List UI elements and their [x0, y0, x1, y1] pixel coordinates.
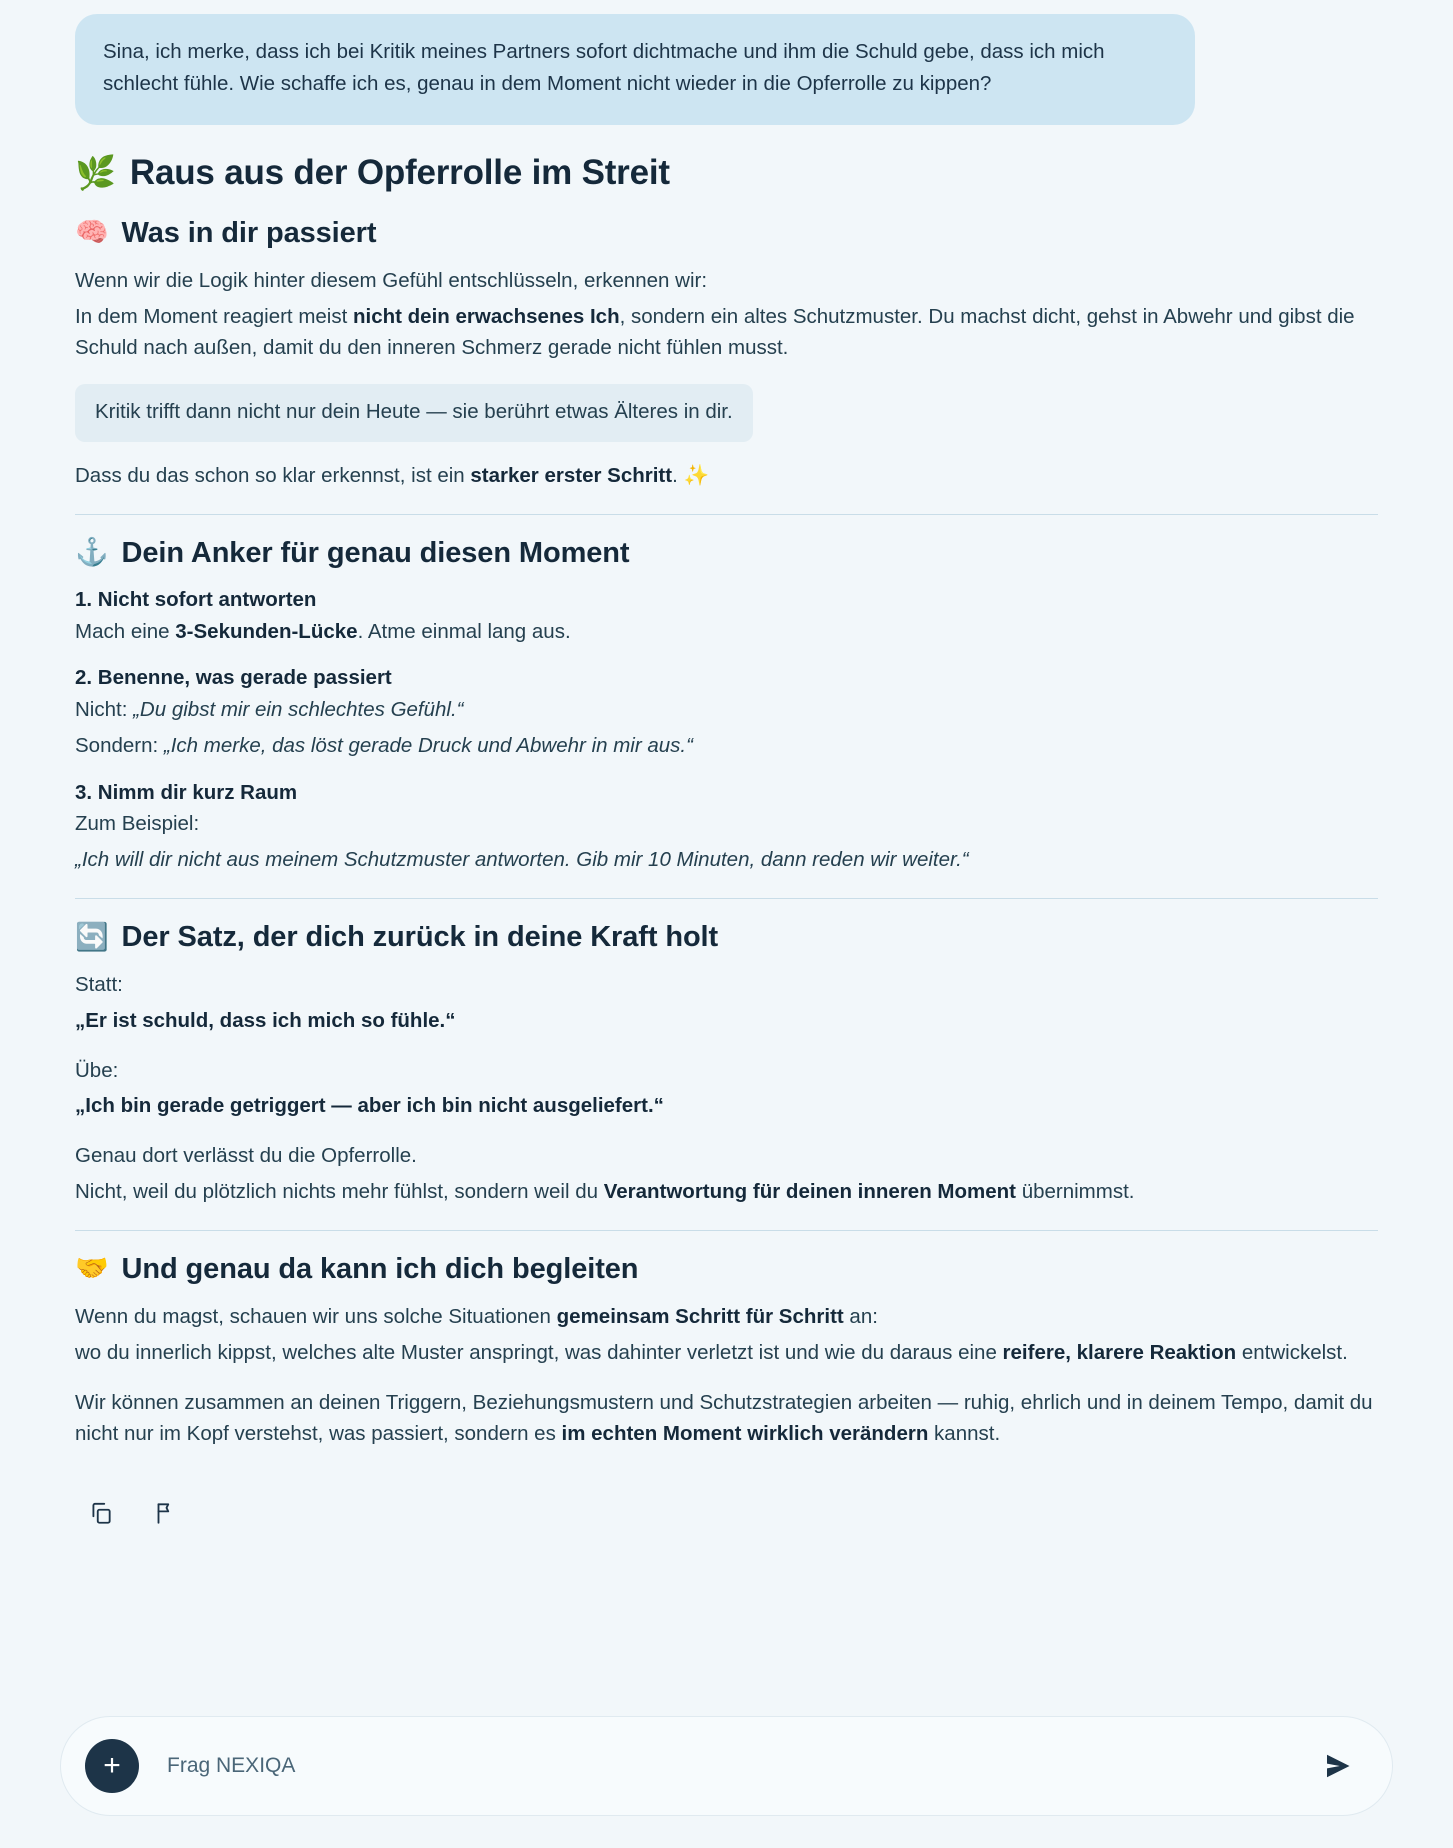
step-2-instead-quote: „Ich merke, das löst gerade Druck und Abwehr in mir aus.“: [163, 733, 693, 757]
handshake-icon: 🤝: [75, 1253, 109, 1284]
step-2-instead-label: Sondern:: [75, 733, 164, 757]
composer-bar: [0, 1716, 1453, 1848]
divider-3: [75, 1230, 1378, 1231]
sentence-instead-of-label: Statt:: [75, 973, 123, 997]
brain-icon: 🧠: [75, 217, 109, 248]
companion-p2: [75, 1337, 1378, 1369]
section-heading-text: Dein Anker für genau diesen Moment: [121, 536, 630, 569]
message-actions: [0, 1454, 1453, 1528]
section-heading-text: Und genau da kann ich dich begleiten: [121, 1252, 639, 1285]
companion-p3-a: Wir können zusammen an deinen Triggern, Beziehungsmustern und Schutzstrategien arbeiten — ruhig, ehrlich und in deinem Tempo, damit du nicht nur im Kopf verstehst, was passiert, sondern es: [75, 1390, 1373, 1446]
flag-icon[interactable]: [150, 1498, 180, 1528]
sentence-practice-quote-text: „Ich bin gerade getriggert — aber ich bin nicht ausgeliefert.“: [75, 1094, 664, 1118]
companion-p1-bold: gemeinsam Schritt für Schritt: [556, 1304, 844, 1328]
user-message-row: [0, 0, 1453, 125]
section-heading-was-in-dir-passiert: [75, 215, 1378, 251]
companion-p2-bold: reifere, klarere Reaktion: [1002, 1340, 1237, 1364]
add-attachment-button[interactable]: +: [85, 1739, 139, 1793]
answer-title: [75, 151, 1378, 195]
message-input[interactable]: [159, 1754, 1296, 1778]
send-icon[interactable]: [1316, 1743, 1362, 1789]
herb-icon: 🌿: [75, 154, 116, 192]
step-3-example-quote: „Ich will dir nicht aus meinem Schutzmuster antworten. Gib mir 10 Minuten, dann reden wir weiter.“: [75, 848, 969, 872]
step-1-body: [75, 616, 1378, 648]
brain-line-2: [75, 301, 1378, 365]
step-2-title: 2. Benenne, was gerade passiert: [75, 666, 392, 690]
divider-1: [75, 514, 1378, 515]
user-message-bubble: Sina, ich merke, dass ich bei Kritik meines Partners sofort dichtmache und ihm die Schuld gebe, dass ich mich schlecht fühle. Wie schaffe ich es, genau in dem Moment nicht wieder in die Opferrolle zu kippen?: [75, 14, 1195, 125]
step-2-not: [75, 694, 1378, 726]
step-1-body-c: . Atme einmal lang aus.: [357, 619, 571, 643]
companion-p1-c: an:: [843, 1304, 878, 1328]
sentence-outro-2: [75, 1176, 1378, 1208]
brain-line-2-a: In dem Moment reagiert meist: [75, 304, 353, 328]
step-1-title: 1. Nicht sofort antworten: [75, 587, 317, 611]
sentence-practice-quote: [75, 1090, 1378, 1122]
composer: [60, 1716, 1393, 1816]
companion-p3-c: kannst.: [928, 1422, 1001, 1446]
sentence-outro-2-bold: Verantwortung für deinen inneren Moment: [603, 1179, 1016, 1203]
repeat-icon: 🔄: [75, 921, 109, 952]
companion-p3-bold: im echten Moment wirklich verändern: [561, 1422, 929, 1446]
sentence-instead-of-quote: [75, 1005, 1378, 1037]
brain-closing-bold: starker erster Schritt: [470, 463, 673, 487]
copy-icon[interactable]: [86, 1498, 116, 1528]
brain-closing: [75, 460, 1378, 492]
companion-p1-a: Wenn du magst, schauen wir uns solche Situationen: [75, 1304, 557, 1328]
assistant-answer: [0, 125, 1453, 1450]
brain-line-2-c: , sondern ein altes Schutzmuster. Du machst dicht, gehst in Abwehr und gibst die Schuld nach außen, damit du den inneren Schmerz gerade nicht fühlen musst.: [75, 304, 1355, 360]
section-heading-dein-anker: [75, 535, 1378, 571]
companion-p1: [75, 1301, 1378, 1333]
anchor-icon: ⚓: [75, 537, 109, 568]
divider-2: [75, 898, 1378, 899]
companion-p2-a: wo du innerlich kippst, welches alte Muster anspringt, was dahinter verletzt ist und wie du daraus eine: [75, 1340, 1003, 1364]
brain-quote-box: Kritik trifft dann nicht nur dein Heute — sie berührt etwas Älteres in dir.: [75, 384, 753, 442]
step-3-title: 3. Nimm dir kurz Raum: [75, 780, 298, 804]
sentence-outro-1: Genau dort verlässt du die Opferrolle.: [75, 1144, 417, 1168]
sentence-outro-2-c: übernimmst.: [1016, 1179, 1135, 1203]
sentence-outro-2-a: Nicht, weil du plötzlich nichts mehr fühlst, sondern weil du: [75, 1179, 604, 1203]
brain-closing-c: . ✨: [672, 463, 709, 487]
brain-line-2-bold: nicht dein erwachsenes Ich: [353, 304, 620, 328]
step-3-example-label: Zum Beispiel:: [75, 812, 200, 836]
step-2-instead: [75, 730, 1378, 762]
step-1-body-bold: 3-Sekunden-Lücke: [175, 619, 358, 643]
step-2-not-label: Nicht:: [75, 698, 134, 722]
section-heading-text: Der Satz, der dich zurück in deine Kraft holt: [121, 920, 719, 953]
sentence-practice-label: Übe:: [75, 1058, 119, 1082]
step-1-body-a: Mach eine: [75, 619, 176, 643]
brain-closing-a: Dass du das schon so klar erkennst, ist ein: [75, 463, 471, 487]
section-heading-text: Was in dir passiert: [121, 216, 377, 249]
section-heading-der-satz: [75, 919, 1378, 955]
companion-p2-c: entwickelst.: [1236, 1340, 1348, 1364]
answer-title-text: Raus aus der Opferrolle im Streit: [129, 152, 670, 192]
section-heading-begleiten: [75, 1251, 1378, 1287]
companion-p3: [75, 1387, 1378, 1451]
sentence-instead-of-quote-text: „Er ist schuld, dass ich mich so fühle.“: [75, 1008, 456, 1032]
step-2-not-quote: „Du gibst mir ein schlechtes Gefühl.“: [133, 698, 464, 722]
brain-line-1: Wenn wir die Logik hinter diesem Gefühl entschlüsseln, erkennen wir:: [75, 268, 708, 292]
